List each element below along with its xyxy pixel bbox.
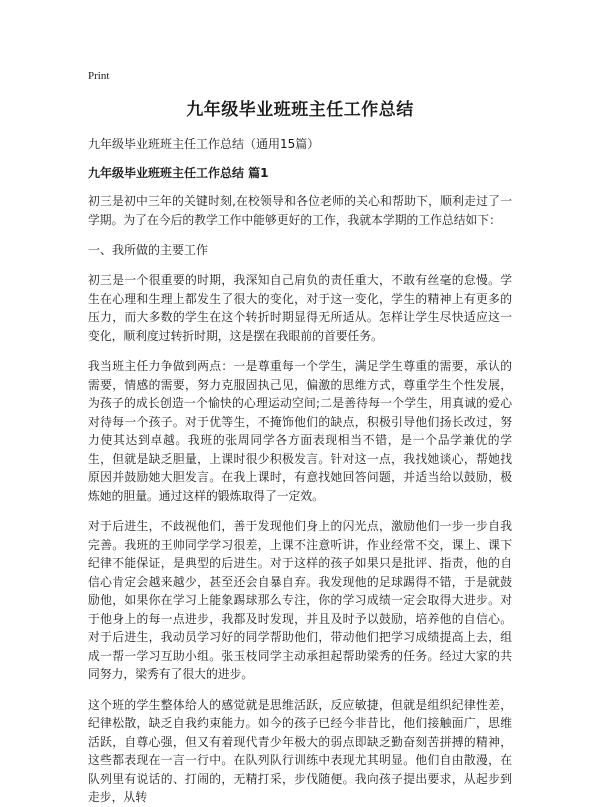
paragraph-responsibility: 初三是一个很重要的时期，我深知自己肩负的责任重大，不敢有丝毫的怠慢。学生在心理和生理上都发生了很大的变化，对于这一变化，学生的精神上有更多的压力，而大多数的学生在这个转折时期显得无所适从。怎样让学生尽快适应这一变化，顺利度过转折时期，这是摆在我眼前的首要任务。 (88, 273, 512, 343)
paragraph-respect-students: 我当班主任力争做到两点：一是尊重每一个学生，满足学生尊重的需要，承认的需要，情感的需要，努力克服固执己见，偏激的思维方式，尊重学生个性发展，为孩子的成长创造一个愉快的心理运动空间;二是善待每一个学生，用真诚的爱心对待每一个孩子。对于优等生，不掩饰他们的缺点，积极引导他们扬长改过，努力使其达到卓越。我班的张周同学各方面表现相当不错，是一个品学兼优的学生，但就是缺乏胆量，上课时很少积极发言。针对这一点，我找她谈心，帮她找原因并鼓励她大胆发言。在我上课时，有意找她回答问题，并适当给以鼓励，极炼她的胆量。通过这样的锻炼取得了一定效。 (88, 359, 512, 503)
document-title: 九年级毕业班班主任工作总结 (186, 100, 414, 120)
print-label[interactable]: Print (88, 70, 110, 82)
paragraph-class-discipline: 这个班的学生整体给人的感觉就是思维活跃，反应敏捷，但就是组织纪律性差，纪律松散，缺乏自我约束能力。如今的孩子已经今非昔比，他们接触面广，思维活跃，自尊心强，但又有着现代青少年极大的弱点即缺乏勤奋刻苦拼搏的精神，这些都表现在一言一行中。在队列队行训练中表现尤其明显。他们自由散漫，在队列里有说话的、打闹的，无精打采，步伐随便。我向孩子提出要求，从起步到走步，从转 (88, 697, 512, 804)
paragraph-intro: 初三是初中三年的关键时刻,在校领导和各位老师的关心和帮助下，顺利走过了一学期。为了在今后的教学工作中能够更好的工作，我就本学期的工作总结如下： (88, 194, 512, 227)
section-title: 九年级毕业班班主任工作总结 篇1 (88, 166, 269, 180)
paragraph-struggling-students: 对于后进生，不歧视他们，善于发现他们身上的闪光点，激励他们一步一步自我完善。我班的王帅同学学习很差，上课不注意听讲，作业经常不交，课上、课下纪律不能保证，是典型的后进生。对于这样的孩子如果只是批评、指责，他的自信心肯定会越来越少，甚至还会自暴自弃。我发现他的足球踢得不错，于是就鼓励他，如果你在学习上能象踢球那么专注，你的学习成绩一定会取得大进步。对于他身上的每一点进步，我都及时发现，并且及时予以鼓励，培养他的自信心。对于后进生，我动员学习好的同学帮助他们，带动他们把学习成绩提高上去，组成一帮一学习互助小组。张玉枝同学主动承担起帮助梁秀的任务。经过大家的共同努力，梁秀有了很大的进步。 (88, 519, 512, 681)
section-heading-main-work: 一、我所做的主要工作 (88, 243, 209, 257)
document-subtitle: 九年级毕业班班主任工作总结（通用15篇） (88, 137, 320, 151)
